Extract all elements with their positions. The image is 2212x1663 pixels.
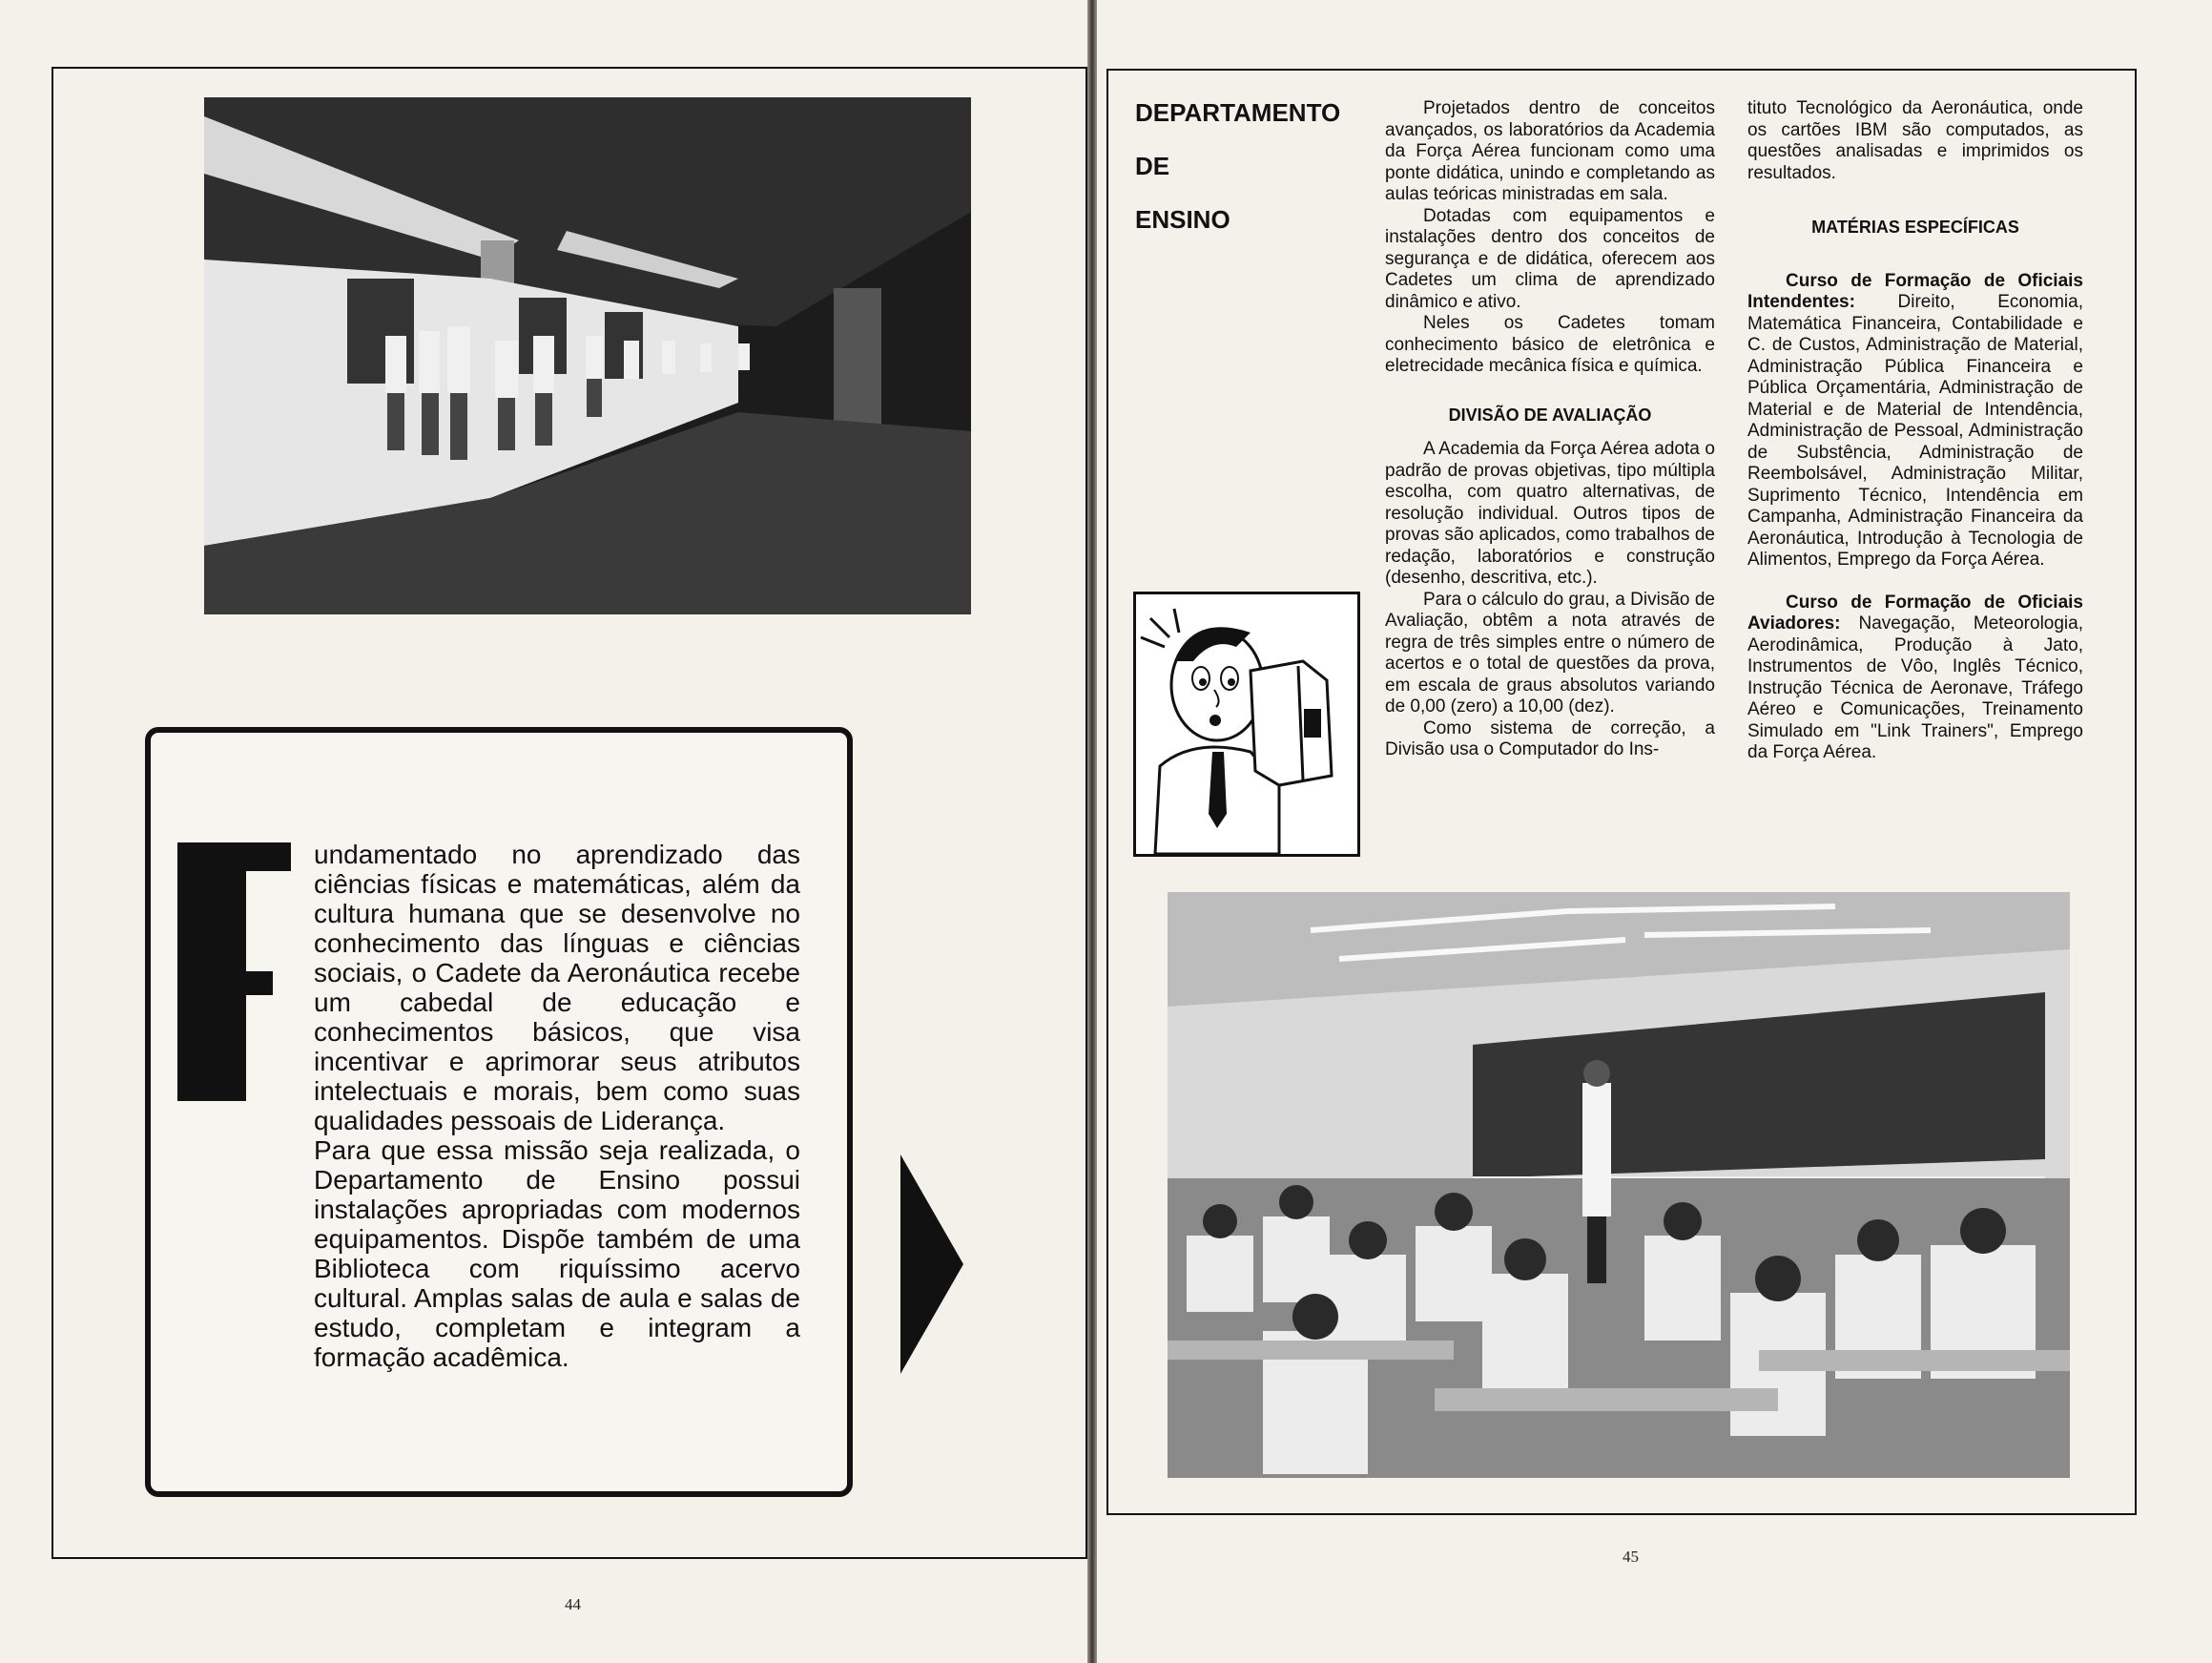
title-line-1: DEPARTAMENTO [1135,98,1341,127]
grading-paragraph: Para o cálculo do grau, a Divisão de Avaliação, obtêm a nota através de regra de três simples entre o número de acertos e o total de questões da prova, em escala de graus absolutos variando de 0,00 (zero) a 10,00 (dez). [1385,589,1715,717]
department-title [1135,100,1364,260]
intro-text [314,840,800,1372]
arrow-right-icon [900,1154,963,1374]
course-intendentes [1747,271,2083,572]
page-number-left: 44 [565,1595,581,1613]
classroom-photo [1168,892,2070,1478]
knowledge-paragraph: Neles os Cadetes tomam conhecimento básico de eletrônica e eletrecidade mecânica física e química. [1385,313,1715,376]
title-line-3: ENSINO [1135,205,1230,234]
intro-paragraph-1: undamentado no aprendizado das ciências físicas e matemáticas, além da cultura humana que se desenvolve no conhecimento das línguas e ciências sociais, o Cadete da Aeronáutica recebe um cabedal de educação e conhecimentos básicos, que visa incentivar e aprimorar seus atributos intelectuais e morais, bem como suas qualidades pessoais de Liderança. [314,840,800,1135]
cartoon-illustration [1133,592,1360,857]
labs-paragraph: Projetados dentro de conceitos avançados, os laboratórios da Academia da Força Aérea funcionam como uma ponte didática, unindo e completando as aulas teóricas ministradas em sala. [1385,98,1715,204]
correction-paragraph: Como sistema de correção, a Divisão usa o Computador do Ins- [1385,717,1715,759]
course-aviadores-title: Curso de Formação de Oficiais Aviadores: [1747,592,2083,634]
evaluation-heading: DIVISÃO DE AVALIAÇÃO [1448,405,1652,425]
middle-column [1385,98,1715,761]
course-intendentes-title: Curso de Formação de Oficiais Intendentes: [1747,270,2083,312]
course-aviadores [1747,592,2083,764]
page-gutter [1087,0,1097,1663]
right-column [1747,98,2083,764]
title-line-2: DE [1135,152,1170,180]
intro-paragraph-2: Para que essa missão seja realizada, o Departamento de Ensino possui instalações apropriadas com modernos equipamentos. Dispõe também de uma Biblioteca com riquíssimo acervo cultural. Amplas salas de aula e salas de estudo, completam e integram a formação acadêmica. [314,1135,800,1372]
course-aviadores-body: Navegação, Meteorologia, Aerodinâmica, Produção à Jato, Instrumentos de Vôo, Inglês Técnico, Instrução Técnica de Aeronave, Tráfego Aéreo e Comunicações, Treinamento Simulado em "Link Trainers", Emprego da Força Aérea. [1747,613,2083,762]
drop-cap-f [177,842,291,1101]
course-intendentes-body: Direito, Economia, Matemática Financeira, Contabilidade e C. de Custos, Administração de Material, Administração Pública Financeira e Pública Orçamentária, Administração de Material e de Material de Intendência, Administração de Pessoal, Administração de Substência, Administração de Reembolsável, Administração Militar, Suprimento Técnico, Intendência em Campanha, Administração Financeira da Aeronáutica, Introdução à Tecnologia de Alimentos, Emprego da Força Aérea. [1747,292,2083,570]
corridor-photo [204,97,971,614]
equipment-paragraph: Dotadas com equipamentos e instalações dentro dos conceitos de segurança e de didática, oferecem aos Cadetes um clima de aprendizado dinâmico e ativo. [1385,205,1715,312]
exams-paragraph: A Academia da Força Aérea adota o padrão de provas objetivas, tipo múltipla escolha, com quatro alternativas, de resolução individual. Outros tipos de provas são aplicados, como trabalhos de redação, laboratórios e construção (desenho, descritiva, etc.). [1385,439,1715,588]
page-number-right: 45 [1623,1548,1639,1566]
subjects-heading: MATÉRIAS ESPECÍFICAS [1811,218,2019,237]
ita-paragraph: tituto Tecnológico da Aeronáutica, onde os cartões IBM são computados, as questões analisadas e imprimidos os resultados. [1747,98,2083,183]
